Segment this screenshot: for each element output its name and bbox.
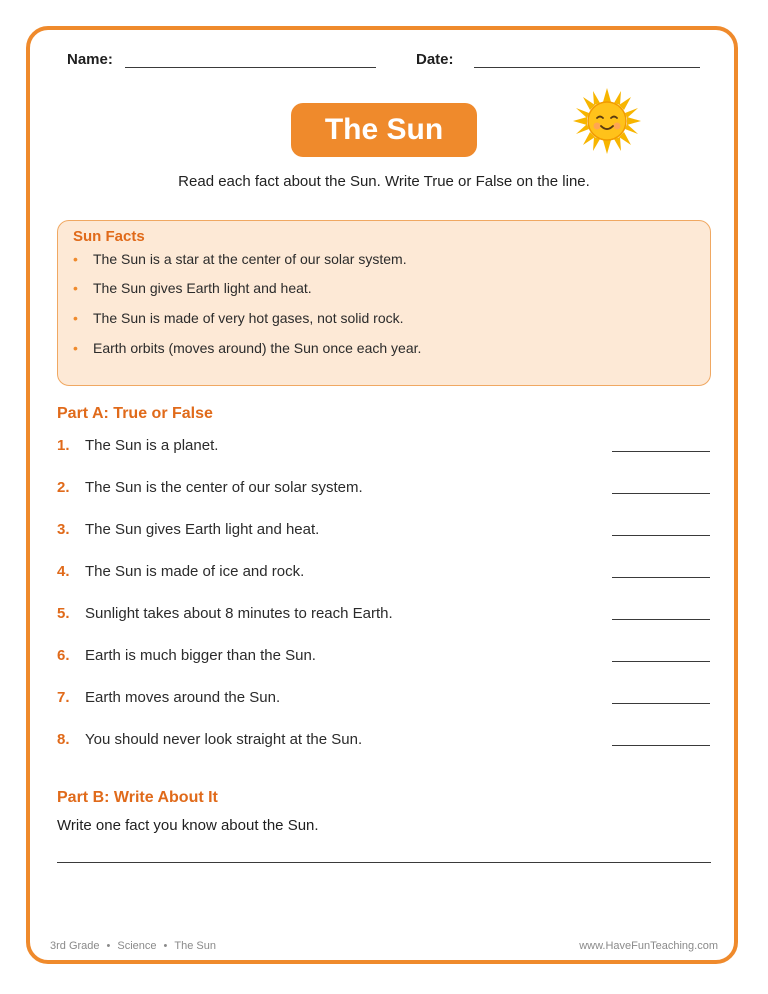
- answer-line[interactable]: [612, 619, 710, 620]
- bullet-icon: •: [73, 280, 78, 296]
- bullet-icon: •: [73, 340, 78, 356]
- part-b-prompt: Write one fact you know about the Sun.: [57, 817, 319, 834]
- footer-website: www.HaveFunTeaching.com: [579, 940, 718, 952]
- separator-dot-icon: •: [106, 940, 111, 952]
- name-label: Name:: [67, 51, 113, 68]
- date-label: Date:: [416, 51, 454, 68]
- separator-dot-icon: •: [163, 940, 168, 952]
- question-item: 3. The Sun gives Earth light and heat.: [57, 521, 320, 538]
- date-line[interactable]: [474, 67, 700, 68]
- instructions: Read each fact about the Sun. Write True or False on the line.: [178, 173, 590, 190]
- footer-grade: 3rd Grade: [50, 940, 100, 952]
- part-a-title: Part A: True or False: [57, 405, 213, 422]
- smiling-sun-icon: [573, 88, 641, 154]
- sun-facts-box: [57, 220, 711, 386]
- fact-item: • Earth orbits (moves around) the Sun once each year.: [73, 340, 422, 356]
- sun-facts-title: Sun Facts: [73, 228, 145, 245]
- answer-line[interactable]: [612, 451, 710, 452]
- bullet-icon: •: [73, 251, 78, 267]
- fact-item: • The Sun is made of very hot gases, not solid rock.: [73, 310, 404, 326]
- answer-line[interactable]: [612, 577, 710, 578]
- page-title: The Sun: [291, 103, 477, 157]
- footer-subject: Science: [117, 940, 157, 952]
- bullet-icon: •: [73, 310, 78, 326]
- question-item: 4. The Sun is made of ice and rock.: [57, 563, 305, 580]
- question-item: 1. The Sun is a planet.: [57, 437, 219, 454]
- footer-topic: The Sun: [174, 940, 216, 952]
- answer-line[interactable]: [612, 661, 710, 662]
- answer-line[interactable]: [612, 703, 710, 704]
- fact-item: • The Sun gives Earth light and heat.: [73, 280, 312, 296]
- fact-item: • The Sun is a star at the center of our solar system.: [73, 251, 407, 267]
- question-item: 8. You should never look straight at the Sun.: [57, 731, 363, 748]
- question-item: 6. Earth is much bigger than the Sun.: [57, 647, 316, 664]
- part-b-title: Part B: Write About It: [57, 789, 218, 806]
- write-answer-line[interactable]: [57, 862, 711, 863]
- name-line[interactable]: [125, 67, 376, 68]
- answer-line[interactable]: [612, 745, 710, 746]
- footer-breadcrumb: [50, 940, 216, 952]
- answer-line[interactable]: [612, 493, 710, 494]
- question-item: 7. Earth moves around the Sun.: [57, 689, 281, 706]
- question-item: 5. Sunlight takes about 8 minutes to reach Earth.: [57, 605, 393, 622]
- answer-line[interactable]: [612, 535, 710, 536]
- question-item: 2. The Sun is the center of our solar system.: [57, 479, 363, 496]
